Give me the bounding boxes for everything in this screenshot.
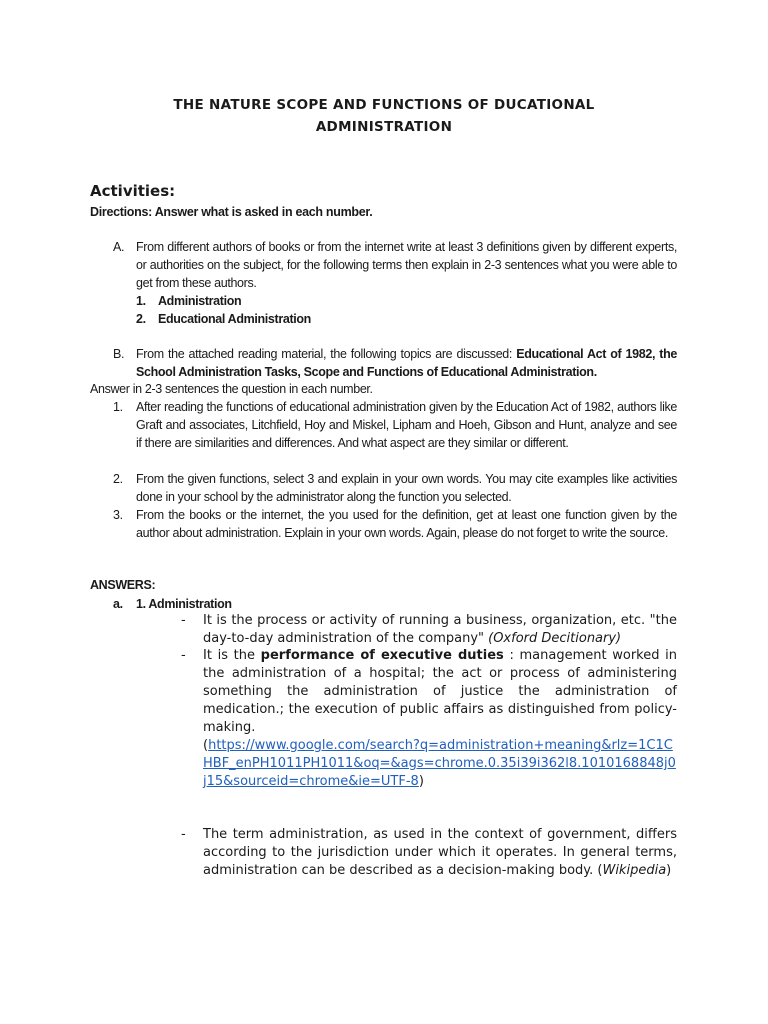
section-a-marker: A. xyxy=(113,240,125,254)
definition-2-text xyxy=(203,647,677,737)
answer-a-label: 1. Administration xyxy=(136,597,232,611)
definition-1-dash: - xyxy=(181,613,186,628)
definition-3-text xyxy=(203,826,677,880)
definition-3-source: Wikipedia xyxy=(602,863,667,878)
question-3-text: From the books or the internet, the you used for the definition, get at least one function given by the author about administration. Explain in your own words. Again, please do not forget to write the source. xyxy=(136,508,677,540)
section-b-marker: B. xyxy=(113,347,125,361)
answer-instruction: Answer in 2-3 sentences the question in each number. xyxy=(90,382,373,396)
source-link[interactable]: https://www.google.com/search?q=administration+meaning&rlz=1C1CHBF_enPH1011PH1011&oq=&ags=chrome.0.35i39i362l8.1010168848j0j15&sourceid=chrome&ie=UTF-8 xyxy=(203,738,676,789)
answers-heading: ANSWERS: xyxy=(90,578,156,592)
term-1-number: 1. xyxy=(136,294,146,308)
definition-2-dash: - xyxy=(181,648,186,663)
definition-1-body: It is the process or activity of running a business, organization, etc. "the day-to-day administration of the company xyxy=(203,613,677,646)
document-title xyxy=(120,94,648,138)
definition-2-body: : management worked in the administration of a hospital; the act or process of administering something the administration of justice the administration of medication.; the execution of public affairs as distinguished from policy-making. xyxy=(203,648,677,735)
title-line-2: ADMINISTRATION xyxy=(315,119,453,135)
definition-3-dash: - xyxy=(181,827,186,842)
question-2-text: From the given functions, select 3 and explain in your own words. You may cite examples like activities done in your school by the administrator along the function you selected. xyxy=(136,472,677,504)
question-3-number: 3. xyxy=(113,508,123,522)
directions-text: Directions: Answer what is asked in each number. xyxy=(90,205,373,219)
definition-3-close: ) xyxy=(666,863,672,878)
citation-open: ( xyxy=(203,738,209,753)
section-b-plain: From the attached reading material, the following topics are discussed: xyxy=(136,347,517,361)
title-line-1: THE NATURE SCOPE AND FUNCTIONS OF DUCATIONAL xyxy=(173,97,595,113)
definition-2-pre: It is the xyxy=(203,648,261,663)
question-2-number: 2. xyxy=(113,472,123,486)
definition-1-source: " (Oxford Decitionary) xyxy=(478,631,622,646)
term-2-number: 2. xyxy=(136,312,146,326)
section-b-text xyxy=(136,345,677,381)
term-1-label: Administration xyxy=(158,294,242,308)
definition-1-text xyxy=(203,612,677,648)
section-b-topics: Educational Act of 1982, the School Administration Tasks, Scope and Functions of Educational Administration. xyxy=(136,347,677,379)
citation-close: ) xyxy=(418,774,424,789)
answer-a-marker: a. xyxy=(113,597,123,611)
activities-heading: Activities: xyxy=(90,182,176,200)
definition-3-body: The term administration, as used in the context of government, differs according to the jurisdiction under which it operates. In general terms, administration can be described as a decision-making body. ( xyxy=(203,827,677,878)
question-1-number: 1. xyxy=(113,400,123,414)
definition-2-citation xyxy=(203,737,677,791)
definition-2-bold: performance of executive duties xyxy=(260,648,504,663)
term-2-label: Educational Administration xyxy=(158,312,311,326)
section-a-text: From different authors of books or from the internet write at least 3 definitions given by different experts, or authorities on the subject, for the following terms then explain in 2-3 sentences what you were able to get from these authors. xyxy=(136,240,677,290)
question-1-text: After reading the functions of educational administration given by the Education Act of 1982, authors like Graft and associates, Litchfield, Hoy and Miskel, Lipham and Hoeh, Gibson and Hunt, analyze and see if there are similarities and differences. And what aspect are they similar or different. xyxy=(136,400,677,450)
